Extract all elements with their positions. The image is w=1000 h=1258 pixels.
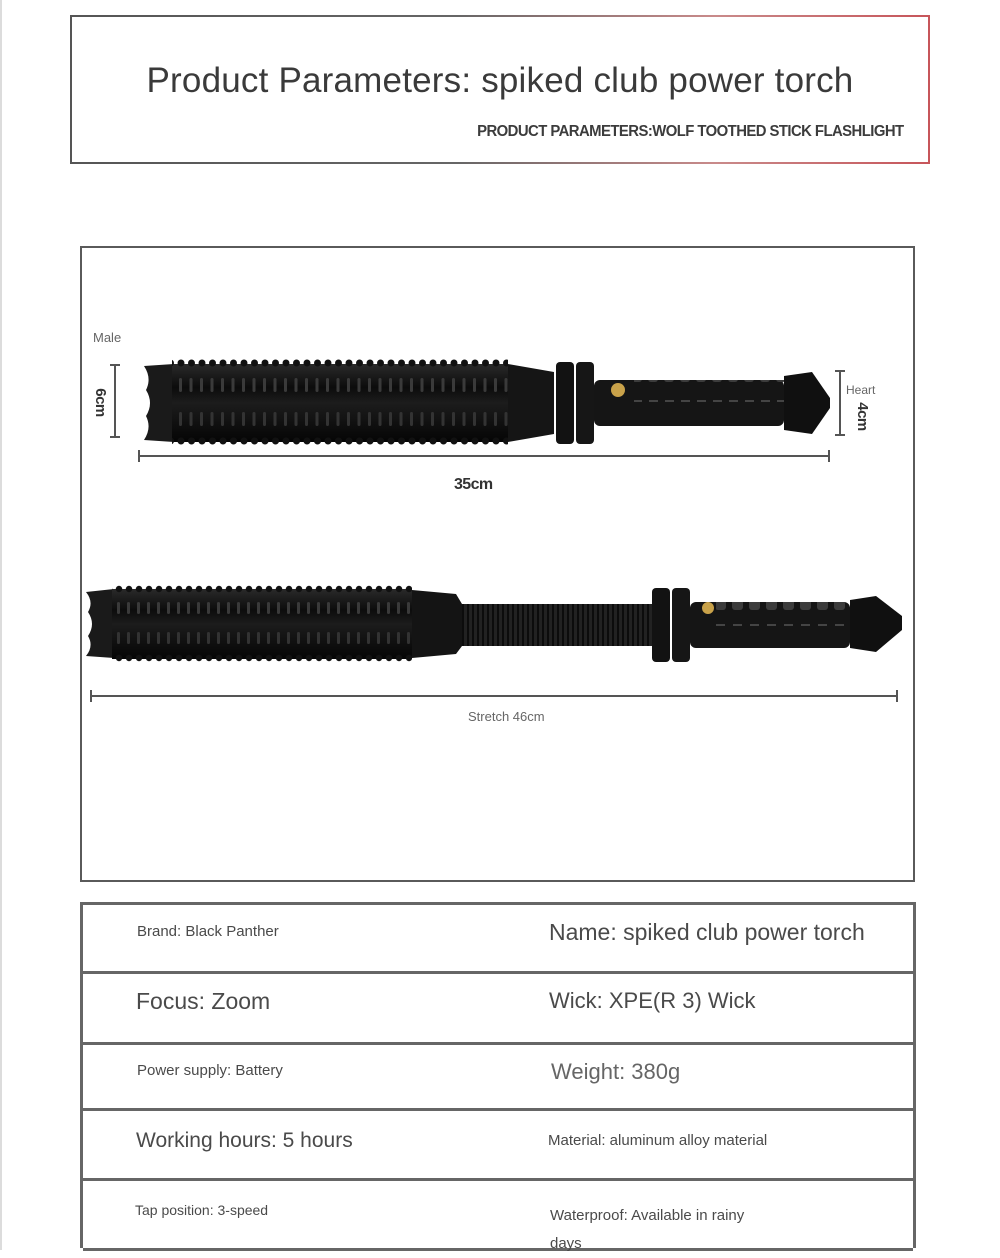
flashlight-extended-image	[84, 584, 912, 664]
page-edge-line	[0, 0, 2, 1250]
spec-name: Name: spiked club power torch	[549, 919, 865, 945]
length-dimension-line	[138, 455, 830, 457]
tail-diameter-label: 4cm	[853, 402, 871, 431]
product-image-panel	[80, 246, 915, 882]
spec-table	[80, 902, 916, 1252]
spec-material: Material: aluminum alloy material	[548, 1132, 768, 1149]
spec-row	[83, 1045, 913, 1111]
spec-wick: Wick: XPE(R 3) Wick	[549, 988, 756, 1013]
heart-label: Heart	[846, 383, 876, 397]
head-diameter-label: 6cm	[91, 388, 109, 417]
spec-working-hours: Working hours: 5 hours	[136, 1129, 353, 1152]
spec-row	[83, 1111, 913, 1181]
male-label: Male	[93, 330, 122, 345]
stretch-dimension-line	[90, 695, 898, 697]
spec-row	[83, 1181, 913, 1251]
diameter-dimension-line	[114, 364, 116, 438]
spec-brand: Brand: Black Panther	[137, 923, 279, 940]
spec-tap-position: Tap position: 3-speed	[135, 1202, 269, 1218]
spec-weight: Weight: 380g	[551, 1059, 681, 1084]
length-label: 35cm	[454, 476, 493, 493]
page-subtitle: PRODUCT PARAMETERS:WOLF TOOTHED STICK FLASHLIGHT	[477, 123, 904, 140]
flashlight-retracted-image	[134, 358, 834, 448]
page-title: Product Parameters: spiked club power torch	[146, 61, 854, 100]
spec-row	[83, 905, 913, 974]
spec-focus: Focus: Zoom	[136, 988, 271, 1014]
stretch-length-label: Stretch 46cm	[468, 709, 545, 724]
header-box	[70, 15, 930, 164]
spec-power-supply: Power supply: Battery	[137, 1062, 283, 1079]
spec-waterproof: Waterproof: Available in rainy days	[550, 1207, 745, 1252]
spec-row	[83, 974, 913, 1045]
tail-dimension-line	[839, 370, 841, 436]
